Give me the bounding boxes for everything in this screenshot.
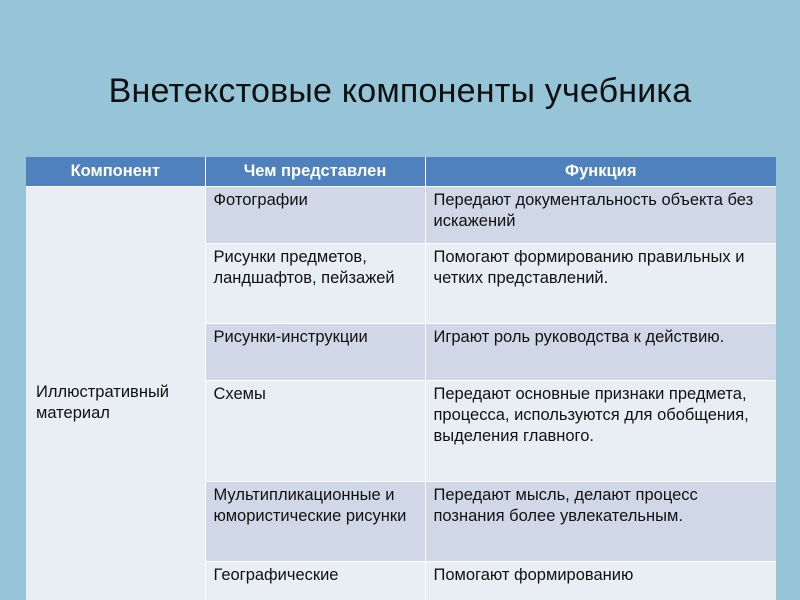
item-cell: Географические — [205, 562, 425, 600]
header-function: Функция — [425, 157, 776, 187]
item-cell: Схемы — [205, 381, 425, 482]
header-component: Компонент — [26, 157, 205, 187]
function-cell: Помогают формированию правильных и четких представлений. — [425, 244, 776, 324]
table-row — [26, 187, 776, 244]
components-table — [26, 157, 776, 600]
function-cell: Передают документальность объекта без искажений — [425, 187, 776, 244]
slide-title: Внетекстовые компоненты учебника — [108, 72, 692, 110]
item-cell: Рисунки-инструкции — [205, 324, 425, 381]
function-cell: Помогают формированию — [425, 562, 776, 600]
components-table-container — [26, 157, 776, 600]
item-cell: Мультипликационные и юмористические рисунки — [205, 482, 425, 562]
component-cell: Иллюстративный материал — [26, 187, 205, 600]
header-represented-by: Чем представлен — [205, 157, 425, 187]
function-cell: Играют роль руководства к действию. — [425, 324, 776, 381]
function-cell: Передают мысль, делают процесс познания более увлекательным. — [425, 482, 776, 562]
item-cell: Фотографии — [205, 187, 425, 244]
table-header-row — [26, 157, 776, 187]
item-cell: Рисунки предметов, ландшафтов, пейзажей — [205, 244, 425, 324]
function-cell: Передают основные признаки предмета, процесса, используются для обобщения, выделения главного. — [425, 381, 776, 482]
